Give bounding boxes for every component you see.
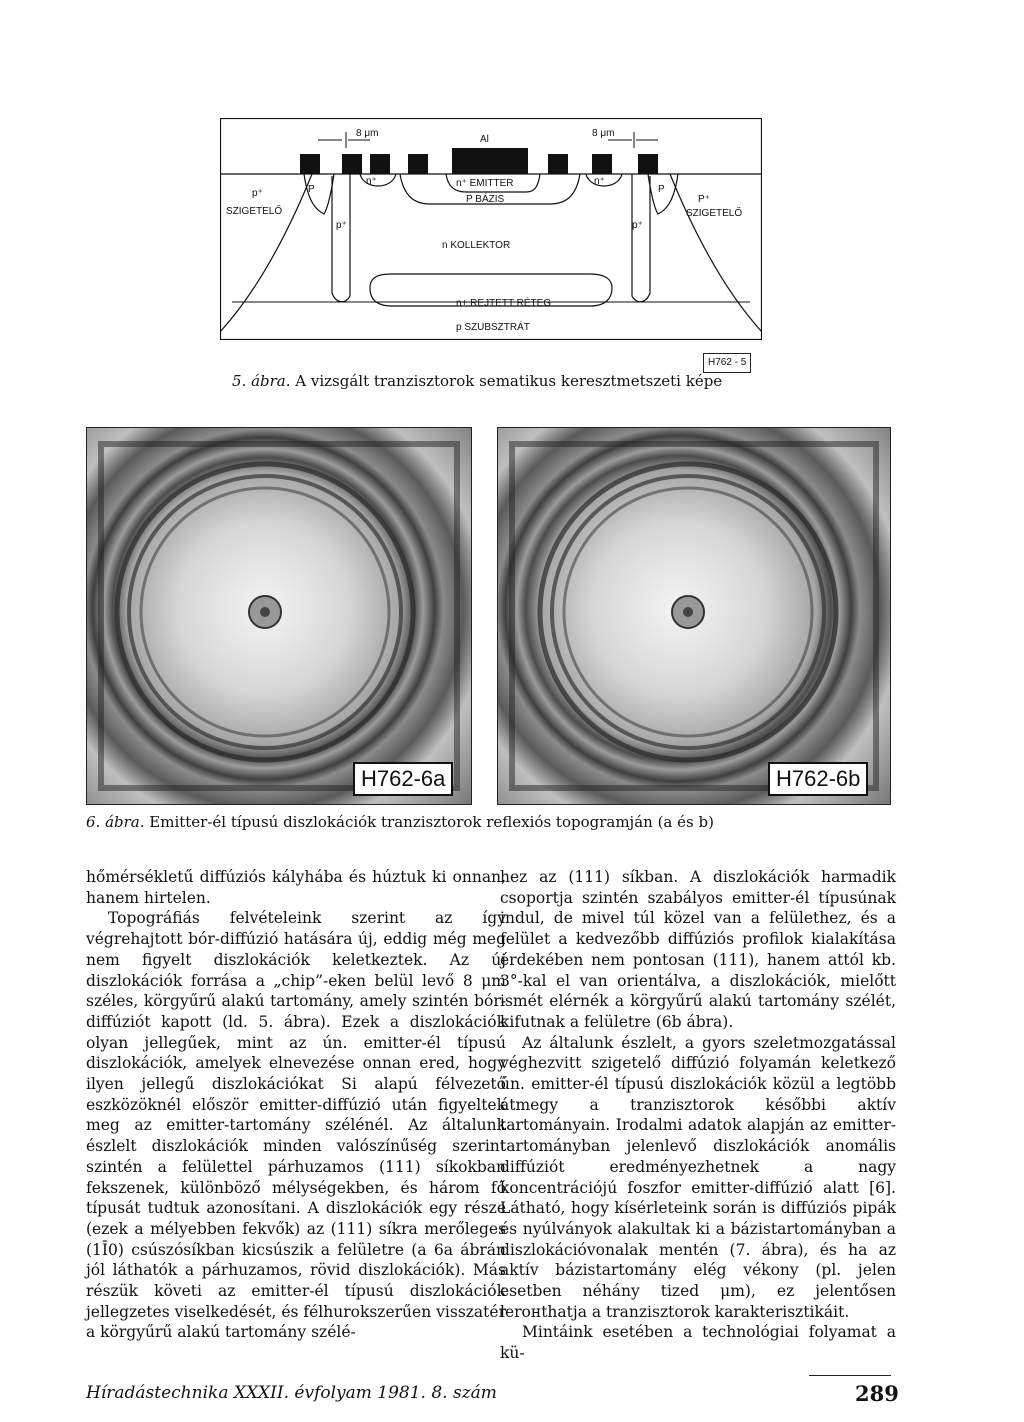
- label-p-left: P: [308, 184, 315, 195]
- figure5-caption-lead: 5. ábra.: [232, 372, 291, 390]
- label-p-plus-inner-left: p⁺: [336, 220, 347, 231]
- photo-6a-rings: [87, 428, 471, 804]
- figure5-id: H762 - 5: [703, 353, 751, 373]
- label-p-bazis: P BÁZIS: [466, 194, 505, 205]
- body-right-paragraph-3: Mintáink esetében a technológiai folyamat a kü-: [500, 1323, 896, 1363]
- page-number: 289: [855, 1381, 899, 1406]
- label-p-right: P: [658, 184, 665, 195]
- body-right-paragraph-1: hez az (111) síkban. A diszlokációk harmadik csoportja szintén szabályos emitter-él típusúnak indul, de mivel túl közel van a felülethez, és a felület a kedvezőbb diffúziós profilok kialakítása érdekében nem pontosan (111), hanem attól kb. 3°-kal el van orientálva, a diszlokációk, mielőtt ismét elérnék a körgyűrű alakú tartomány szélét, kifutnak a felületre (6b ábra).: [500, 868, 896, 1031]
- photo-6b-rings: [498, 428, 890, 804]
- label-szigetelo-left: SZIGETELŐ: [226, 206, 283, 217]
- figure5-diagram: [220, 118, 762, 340]
- body-left-paragraph-1: hőmérsékletű diffúziós kályhába és húztuk ki onnan, hanem hirtelen.: [86, 868, 506, 907]
- label-width-left: 8 μm: [356, 128, 379, 139]
- footer-rule: [809, 1375, 891, 1376]
- label-p-plus-right: P⁺: [698, 194, 710, 205]
- body-column-left: [86, 867, 506, 1343]
- label-width-right: 8 μm: [592, 128, 615, 139]
- label-szigetelo-right: SZIGETELŐ: [686, 208, 743, 219]
- body-left-paragraph-2: Topográfiás felvételeink szerint az így végrehajtott bór-diffúzió hatására új, eddig még meg nem figyelt diszlokációk keletkeztek. Az új diszlokációk forrása a „chip”-eken belül levő 8 μm széles, körgyűrű alakú tartomány, amely szintén bór-diffúziót kapott (ld. 5. ábra). Ezek a diszlokációk olyan jellegűek, mint az ún. emitter-él típusú diszlokációk, amelyek elnevezése onnan ered, hogy ilyen jellegű diszlokációkat Si alapú félvezető eszközöknél először emitter-diffúzió után figyeltek meg az emitter-tartomány szélénél. Az általunk észlelt diszlokációk minden valószínűség szerint szintén a felülettel párhuzamos (111) síkokban fekszenek, különböző mélységekben, és három fő típusát tudtuk azonosítani. A diszlokációk egy része (ezek a mélyebben fekvők) az (111) síkra merőleges (1Ī0) csúszósíkban kicsúszik a felületre (a 6a ábrán jól láthatók a párhuzamos, rövid diszlokációk). Más részük követi az emitter-él típusú diszlokációk jellegzetes viselkedését, és félhurokszerűen visszatér a körgyűrű alakú tartomány szélé-: [86, 909, 506, 1342]
- figure6-caption: [86, 812, 714, 832]
- photo-6b-id: H762-6b: [768, 762, 868, 796]
- label-n-kollektor: n KOLLEKTOR: [442, 240, 511, 251]
- label-n-plus-right: n⁺: [594, 176, 605, 187]
- footer-journal: Híradástechnika XXXII. évfolyam 1981. 8. szám: [86, 1383, 497, 1403]
- figure5-caption: [232, 371, 722, 391]
- label-n-plus-left: n⁺: [366, 176, 377, 187]
- label-p-plus-inner-right: p⁺: [632, 220, 643, 231]
- figure6-caption-lead: 6. ábra.: [86, 813, 145, 831]
- photo-6a: [86, 427, 472, 805]
- label-p-plus-left: p⁺: [252, 188, 263, 199]
- label-n-emitter: n⁺ EMITTER: [456, 178, 514, 189]
- label-n-rejtett: n+ REJTETT RÉTEG: [456, 298, 552, 309]
- body-column-right: [500, 867, 896, 1364]
- figure5-caption-text: A vizsgált tranzisztorok sematikus keresztmetszeti képe: [290, 372, 723, 390]
- label-al: Al: [480, 134, 489, 145]
- label-p-szubsztrat: p SZUBSZTRÁT: [456, 322, 530, 333]
- figure6-caption-text: Emitter-él típusú diszlokációk tranzisztorok reflexiós topogramján (a és b): [144, 813, 714, 831]
- body-right-paragraph-2: Az általunk észlelt, a gyors szeletmozgatással véghezvitt szigetelő diffúzió folyamán keletkező ún. emitter-él típusú diszlokációk közül a legtöbb átmegy a tranzisztorok későbbi aktív tartományain. Irodalmi adatok alapján az emitter-tartományban jelenlevő diszlokációk anomális diffúziót eredményezhetnek a nagy koncentrációjú foszfor emitter-diffúzió alatt [6]. Látható, hogy kísérleteink során is diffúziós pipák és nyúlványok alakultak ki a bázistartományban a diszlokációvonalak mentén (7. ábra), és ha az aktív bázistartomány elég vékony (pl. jelen esetben néhány tized μm), ez jelentősen lerонthatja a tranzisztorok karakterisztikáit.: [500, 1033, 896, 1321]
- photo-6a-id: H762-6a: [353, 762, 453, 796]
- photo-6b: [497, 427, 891, 805]
